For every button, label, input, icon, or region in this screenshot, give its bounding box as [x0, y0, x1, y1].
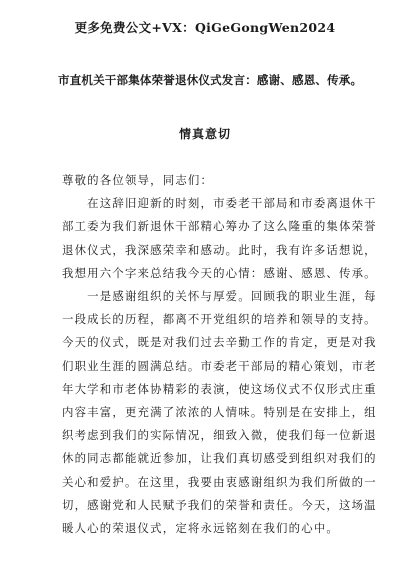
- body-line: 休的同志都能就近参加，让我们真切感受到组织对我们的: [62, 451, 377, 466]
- body-line: 织考虑到我们的实际情况，细致入微，使我们每一位新退: [62, 428, 377, 443]
- body-line: 我想用六个字来总结我今天的心情：感谢、感恩、传承。: [62, 265, 377, 280]
- document-subtitle: 情真意切: [178, 127, 231, 141]
- document-body: [62, 169, 377, 540]
- body-line: 部工委为我们新退休干部精心筹办了这么隆重的集体荣誉: [62, 219, 377, 234]
- body-line: 年大学和市老体协精彩的表演，使这场仪式不仅形式庄重: [62, 381, 377, 396]
- body-line: 一段成长的历程，都离不开党组织的培养和领导的支持。: [62, 312, 377, 327]
- body-line: 关心和爱护。在这里，我要由衷感谢组织为我们所做的一: [62, 474, 377, 489]
- body-line: 内容丰富，更充满了浓浓的人情味。特别是在安排上，组: [62, 405, 377, 420]
- body-line: 暖人心的荣退仪式，定将永远铭刻在我们的心中。: [62, 521, 339, 536]
- body-line: 今天的仪式，既是对我们过去辛勤工作的肯定，更是对我: [62, 335, 377, 350]
- page-header: 更多免费公文+VX：QiGeGongWen2024: [74, 20, 336, 35]
- body-line: 们职业生涯的圆满总结。市委老干部局的精心策划，市老: [62, 358, 377, 373]
- body-line: 一是感谢组织的关怀与厚爱。回顾我的职业生涯，每: [62, 289, 377, 304]
- body-line: 退休仪式，我深感荣幸和感动。此时，我有许多话想说，: [62, 242, 377, 257]
- document-title: 市直机关干部集体荣誉退休仪式发言：感谢、感恩、传承。: [58, 73, 363, 87]
- salutation-line: 尊敬的各位领导，同志们：: [62, 173, 214, 187]
- body-line: 切，感谢党和人民赋予我们的荣誉和责任。今天，这场温: [62, 497, 377, 512]
- body-line: 在这辞旧迎新的时刻，市委老干部局和市委离退休干: [62, 196, 377, 211]
